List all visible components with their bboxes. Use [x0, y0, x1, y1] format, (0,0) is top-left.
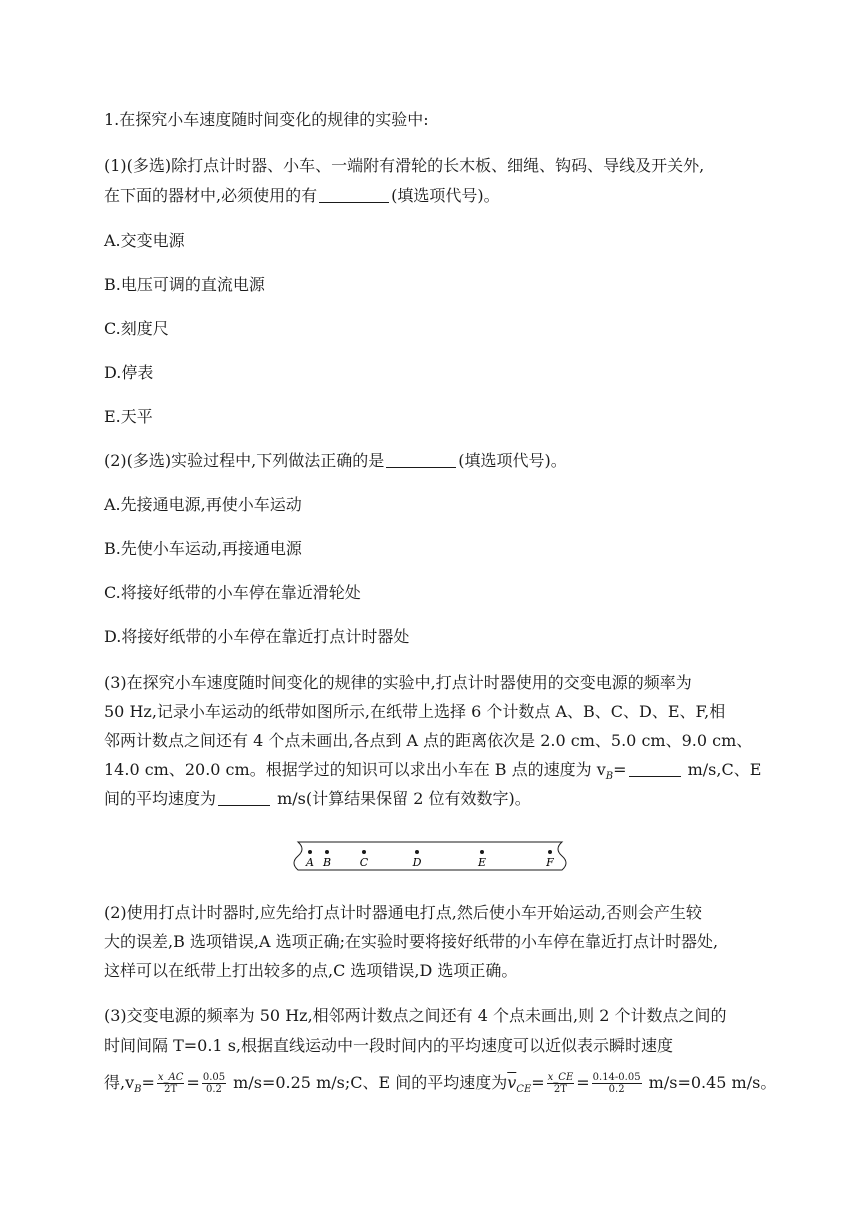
fraction-numerator: 0.05	[202, 1072, 226, 1083]
part1-line2	[104, 186, 784, 206]
answer-blank-3[interactable]	[629, 762, 681, 777]
part1-option-a: A.交变电源	[104, 231, 185, 250]
answer2-line3: 这样可以在纸带上打出较多的点,C 选项错误,D 选项正确。	[104, 961, 518, 980]
tape-dot-c	[362, 850, 366, 854]
vce-subscript: CE	[516, 1084, 532, 1096]
tape-dot-d	[415, 850, 419, 854]
part2-text-a: (2)(多选)实验过程中,下列做法正确的是	[104, 451, 385, 470]
tape-dot-f	[548, 850, 552, 854]
part3-line1: (3)在探究小车速度随时间变化的规律的实验中,打点计时器使用的交变电源的频率为	[104, 673, 692, 692]
question-title: 1.在探究小车速度随时间变化的规律的实验中:	[104, 110, 429, 129]
fraction-xce-2t	[547, 1072, 575, 1095]
part2-option-b: B.先使小车运动,再接通电源	[104, 539, 302, 558]
answer2-line1: (2)使用打点计时器时,应先给打点计时器通电打点,然后使小车开始运动,否则会产生较	[104, 903, 702, 922]
part1-line2-text-a: 在下面的器材中,必须使用的有	[104, 186, 318, 205]
part3-line5-text-a: 间的平均速度为	[104, 789, 217, 808]
answer-blank-1[interactable]	[319, 188, 389, 203]
part1-option-d: D.停表	[104, 363, 154, 382]
fraction-numerator: 0.14-0.05	[592, 1072, 641, 1083]
part2-option-d: D.将接好纸带的小车停在靠近打点计时器处	[104, 627, 410, 646]
part3-line5-text-b: m/s(计算结果保留 2 位有效数字)。	[272, 789, 531, 808]
fraction-005-02	[202, 1072, 226, 1095]
vb-subscript: B	[605, 771, 614, 783]
part2-option-c: C.将接好纸带的小车停在靠近滑轮处	[104, 583, 361, 602]
tape-label-b: B	[322, 856, 332, 869]
part3-line3: 邻两计数点之间还有 4 个点未画出,各点到 A 点的距离依次是 2.0 cm、5.0 cm、9.0 cm、	[104, 731, 753, 750]
fraction-denominator: 2T	[164, 1084, 178, 1095]
part3-line2: 50 Hz,记录小车运动的纸带如图所示,在纸带上选择 6 个计数点 A、B、C、D、E、F,相	[104, 702, 726, 721]
part2-option-a: A.先接通电源,再使小车运动	[104, 495, 302, 514]
vb-subscript-answer: B	[134, 1084, 142, 1096]
answer3-eq-1: =	[141, 1073, 155, 1092]
part3-line5	[104, 789, 784, 809]
fraction-denominator: 2T	[553, 1084, 567, 1095]
fraction-xac-2t	[157, 1072, 185, 1095]
paper-tape-figure	[290, 840, 570, 872]
fraction-014-005-02	[592, 1072, 642, 1095]
average-velocity-symbol: $\overline{v}$	[507, 1073, 517, 1092]
tape-label-e: E	[477, 856, 487, 869]
tape-label-f: F	[546, 856, 554, 869]
part3-line4	[104, 760, 784, 787]
answer-blank-2[interactable]	[386, 453, 456, 468]
tape-label-a: A	[306, 856, 314, 869]
answer2-line2: 大的误差,B 选项错误,A 选项正确;在实验时要将接好纸带的小车停在靠近打点计时器处,	[104, 932, 719, 951]
fraction-numerator: x_AC	[157, 1072, 184, 1083]
part1-option-b: B.电压可调的直流电源	[104, 275, 265, 294]
tape-label-d: D	[412, 856, 422, 869]
part1-line1: (1)(多选)除打点计时器、小车、一端附有滑轮的长木板、细绳、钩码、导线及开关外,	[104, 156, 705, 175]
part1-option-c: C.刻度尺	[104, 319, 169, 338]
answer3-line3: 得$,v_B=$ $\frac{x\_AC}{2T}$ = $\frac{0.05}{0.2}$ m/s=0.25 m/s;C、E 间的平均速度为$\overline{v}_{CE}=$ $\frac{x\_CE}{2T}$ = $\frac{0.14-0.05}{0.2}$ m/s=0.45 m/s。	[104, 1072, 777, 1096]
part3-line4-text-c: m/s,C、E	[682, 760, 762, 779]
part2-text-b: (填选项代号)。	[458, 451, 567, 470]
answer-blank-4[interactable]	[218, 791, 270, 806]
part2-line	[104, 451, 784, 471]
part1-line2-text-b: (填选项代号)。	[391, 186, 500, 205]
fraction-denominator: 0.2	[608, 1084, 625, 1095]
tape-label-c: C	[359, 856, 369, 869]
fraction-denominator: 0.2	[206, 1084, 222, 1095]
answer3-line2: 时间间隔 T=0.1 s,根据直线运动中一段时间内的平均速度可以近似表示瞬时速度	[104, 1036, 673, 1055]
tape-dot-a	[308, 850, 312, 854]
answer3-line3-text-a: 得,v	[104, 1073, 135, 1092]
answer3-line3-text-b: m/s=0.25 m/s;C、E 间的平均速度为	[228, 1073, 508, 1092]
part3-line4-eq: =	[613, 760, 627, 779]
part3-line4-text-a: 14.0 cm、20.0 cm。根据学过的知识可以求出小车在 B 点的速度为 v	[104, 760, 606, 779]
part1-option-e: E.天平	[104, 407, 153, 426]
tape-dot-e	[480, 850, 484, 854]
answer3-line3-text-c: m/s=0.45 m/s。	[643, 1073, 777, 1092]
tape-dot-b	[325, 850, 329, 854]
answer3-line1: (3)交变电源的频率为 50 Hz,相邻两计数点之间还有 4 个点未画出,则 2 个计数点之间的	[104, 1006, 727, 1025]
fraction-numerator: x_CE	[547, 1072, 574, 1083]
